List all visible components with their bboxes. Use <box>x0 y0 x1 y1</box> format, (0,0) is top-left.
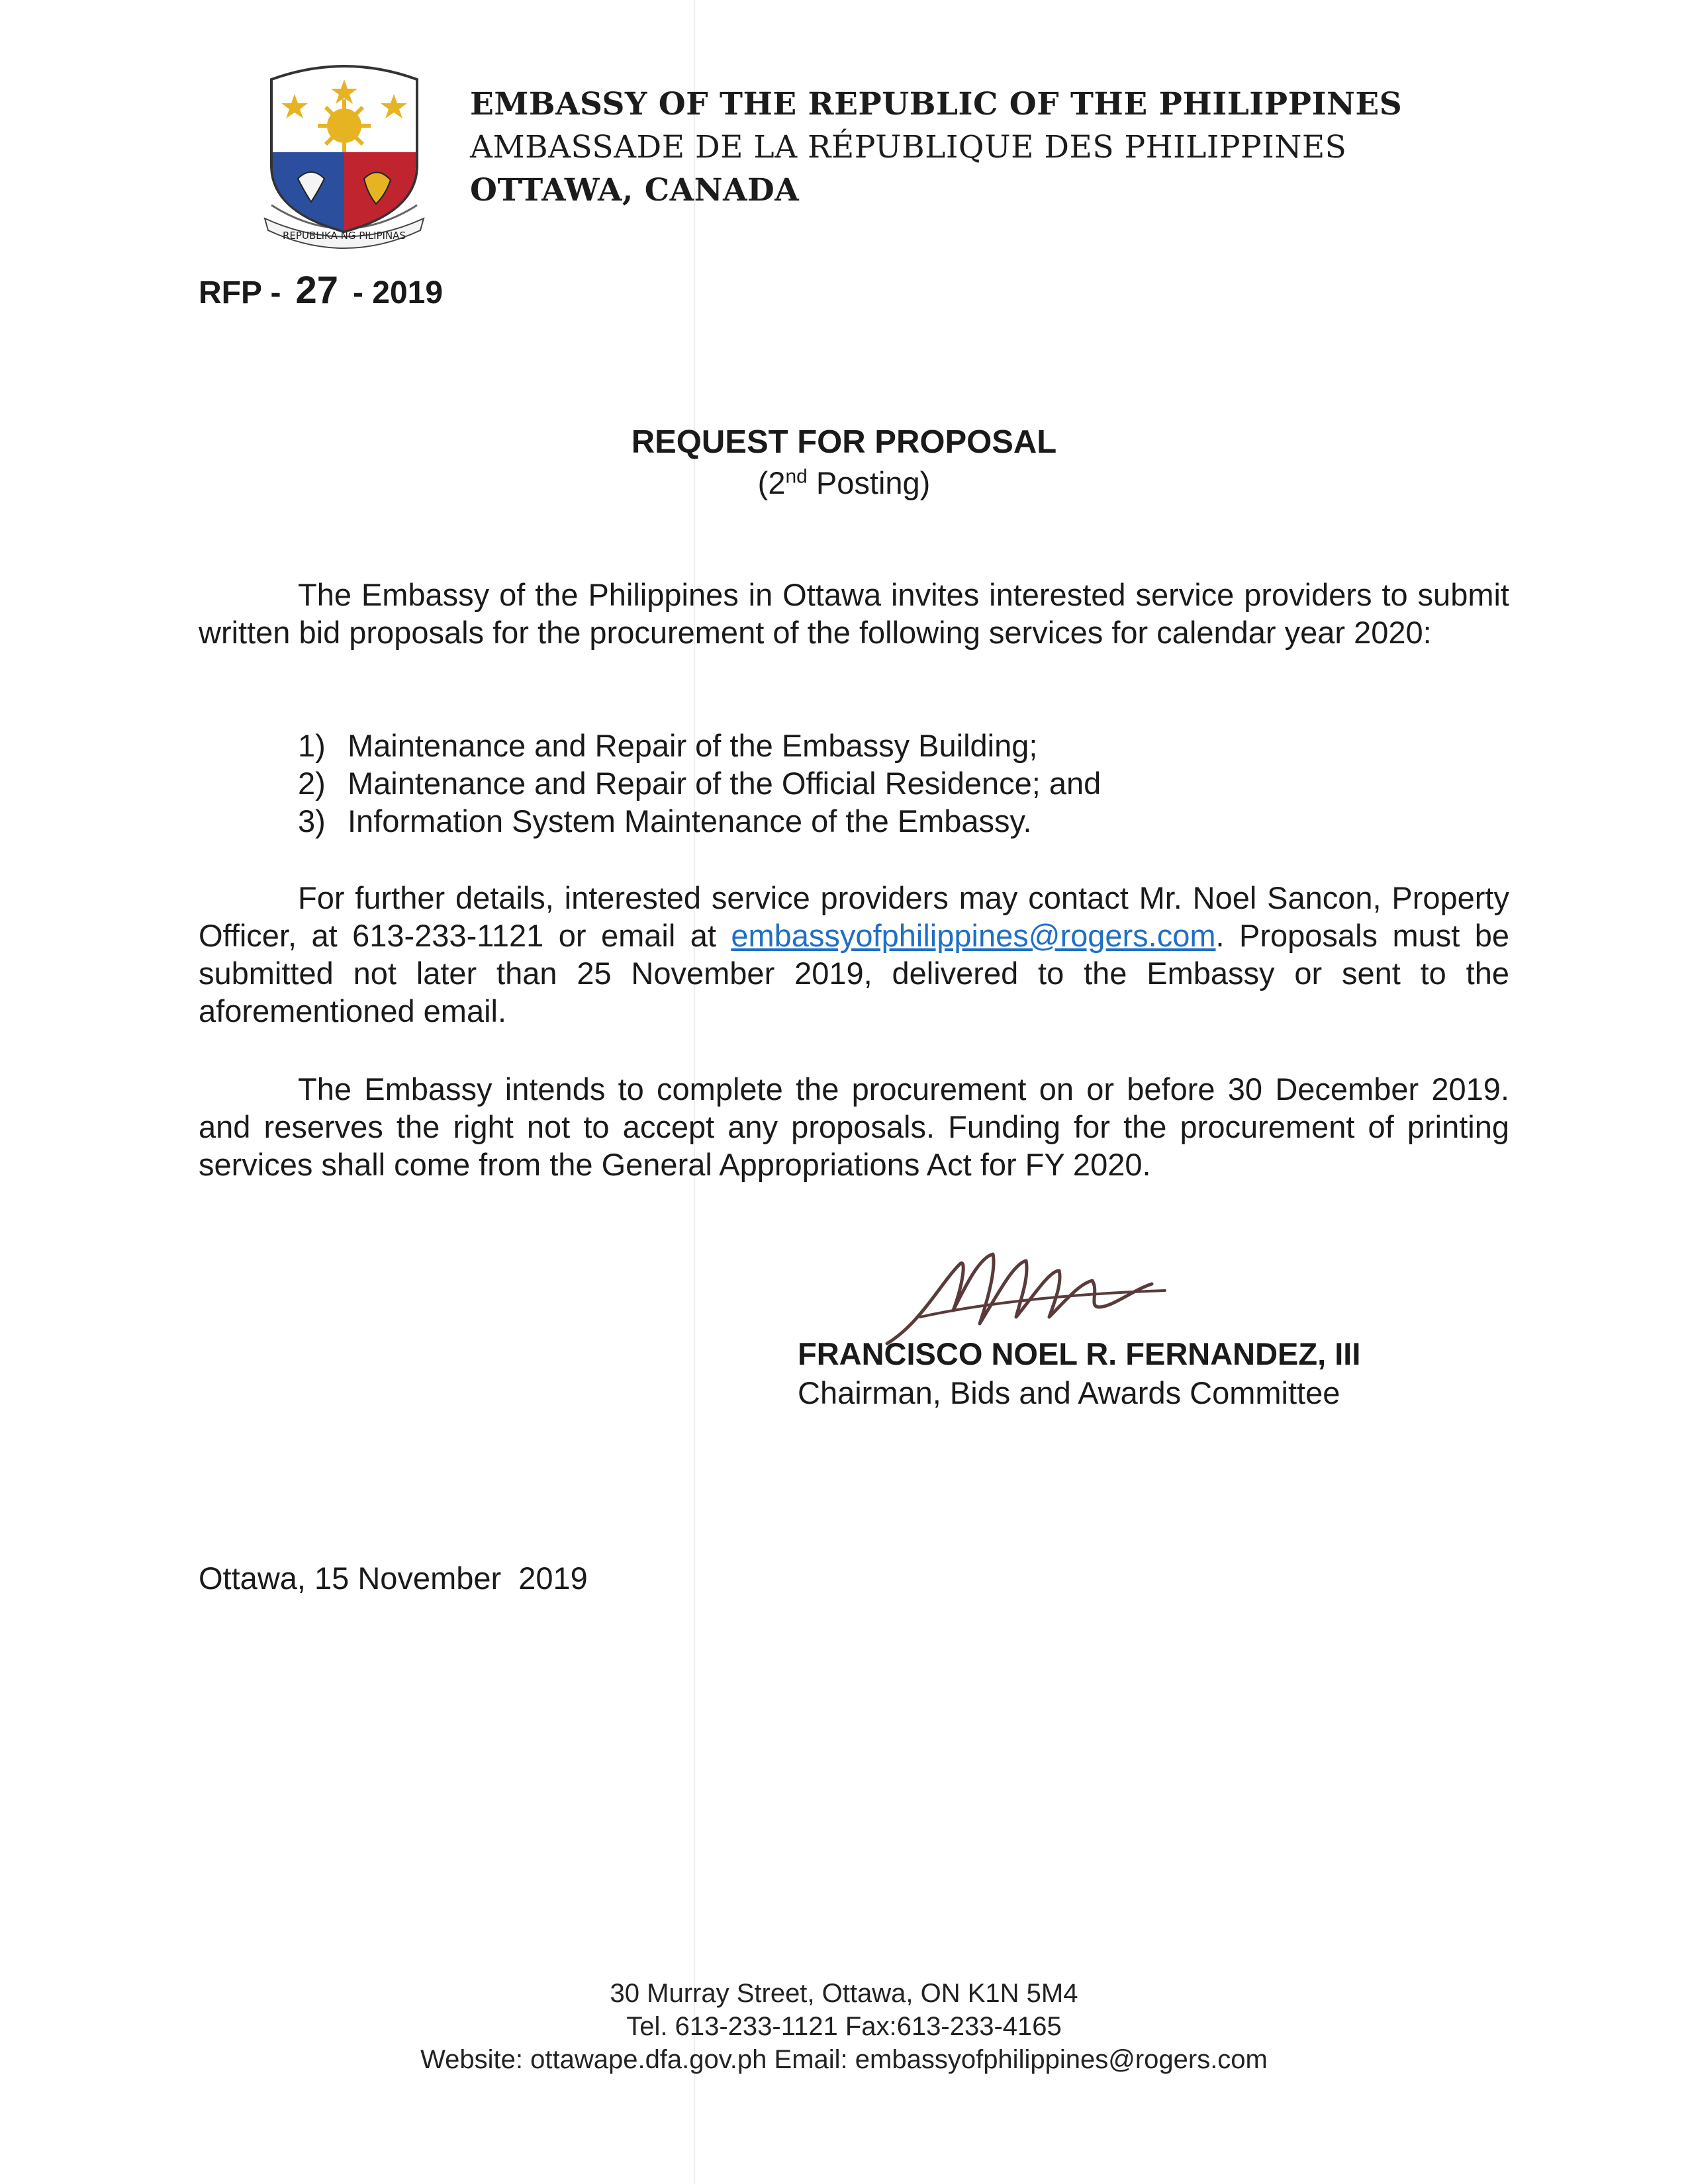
reference-suffix: - 2019 <box>352 275 444 310</box>
subtitle-ordinal: nd <box>785 465 808 488</box>
closing-text: The Embassy intends to complete the procurement on or before 30 December 2019. and reserves the right not to accept any proposals. Funding for the procurement of printing services shall come from the General Appropriations Act for FY 2020. <box>199 1071 1509 1182</box>
letterhead-line-location: OTTAWA, CANADA <box>470 172 800 208</box>
closing-paragraph <box>199 1070 1509 1183</box>
list-item <box>298 802 1101 840</box>
signatory-title: Chairman, Bids and Awards Committee <box>798 1375 1340 1410</box>
footer-web-email: Website: ottawape.dfa.gov.ph Email: embassyofphilippines@rogers.com <box>420 2045 1268 2074</box>
footer-address: 30 Murray Street, Ottawa, ON K1N 5M4 <box>610 1979 1078 2008</box>
contact-email-link[interactable]: embassyofphilippines@rogers.com <box>731 918 1216 953</box>
list-item-text: Maintenance and Repair of the Embassy Building; <box>348 728 1038 763</box>
document-title: REQUEST FOR PROPOSAL <box>631 424 1057 460</box>
reference-prefix: RFP - <box>199 275 281 310</box>
intro-paragraph <box>199 576 1509 651</box>
contact-paragraph <box>199 879 1509 1030</box>
contact-text-after: . Proposals must be submitted not later than 25 November 2019, delivered to the Embassy or sent to the aforementioned email. <box>199 918 1510 1028</box>
list-item-text: Maintenance and Repair of the Official Residence; and <box>348 766 1102 801</box>
letterhead-line-english: EMBASSY OF THE REPUBLIC OF THE PHILIPPINES <box>470 86 1403 122</box>
seal-motto: REPUBLIKA NG PILIPINAS <box>283 230 406 242</box>
subtitle-open: (2 <box>757 465 786 500</box>
list-item-number: 3) <box>298 803 326 839</box>
document-subtitle <box>0 465 1688 501</box>
list-item-number: 1) <box>298 728 326 763</box>
reference-number <box>199 268 443 312</box>
signatory-name: FRANCISCO NOEL R. FERNANDEZ, III <box>798 1336 1361 1371</box>
list-item-text: Information System Maintenance of the Embassy. <box>348 803 1032 839</box>
footer-phone-fax: Tel. 613-233-1121 Fax:613-233-4165 <box>626 2012 1062 2041</box>
services-list <box>298 727 1101 840</box>
place-and-date: Ottawa, 15 November 2019 <box>199 1561 588 1596</box>
list-item <box>298 764 1101 802</box>
list-item <box>298 727 1101 764</box>
philippine-seal-icon <box>245 53 444 251</box>
contact-text-before: For further details, interested service providers may contact Mr. Noel Sancon, Property Officer, at 613-233-1121 or email at <box>199 880 1509 953</box>
intro-text: The Embassy of the Philippines in Ottawa invites interested service providers to submit written bid proposals for the procurement of the following services for calendar year 2020: <box>199 577 1509 650</box>
subtitle-close: Posting) <box>807 465 931 500</box>
reference-number-value: 27 <box>295 269 338 312</box>
list-item-number: 2) <box>298 766 326 801</box>
letterhead-line-french: AMBASSADE DE LA RÉPUBLIQUE DES PHILIPPINES <box>470 129 1347 165</box>
